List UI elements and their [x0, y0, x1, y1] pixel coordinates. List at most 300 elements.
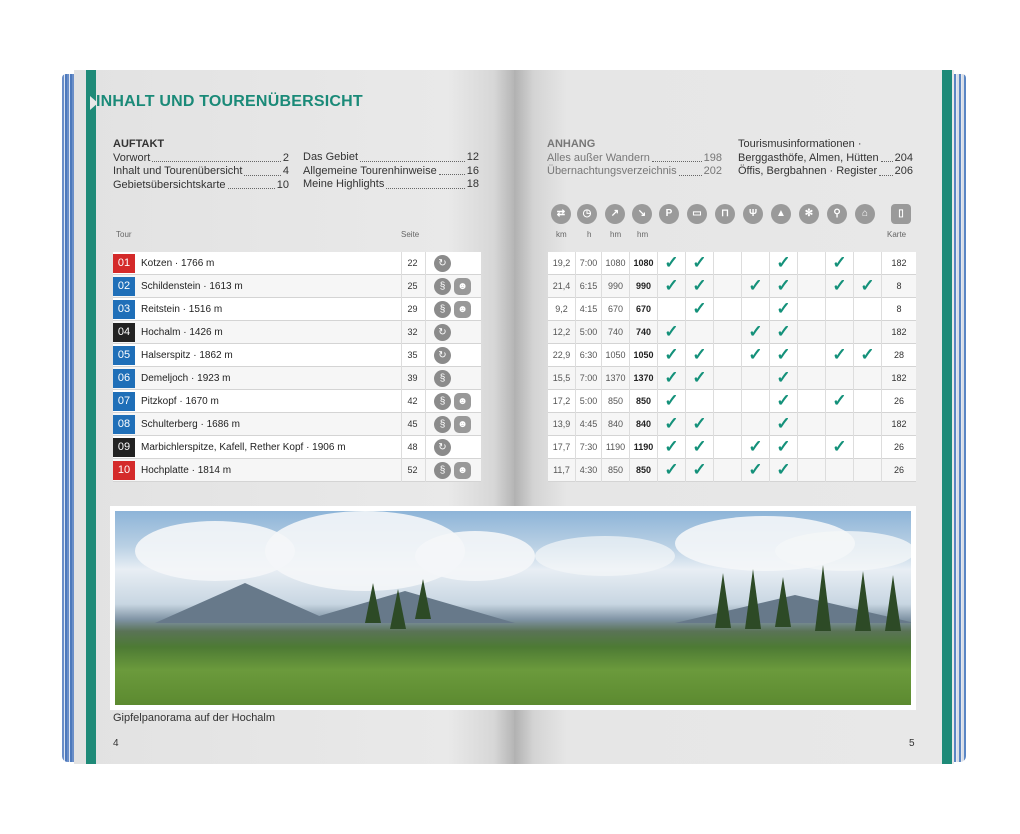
checkmark-icon: ✓	[664, 391, 679, 410]
tour-hours: 6:30	[575, 344, 601, 367]
page-number-right: 5	[909, 738, 915, 749]
tour-hours: 7:00	[575, 252, 601, 275]
feature-cell	[853, 321, 881, 344]
tour-number-badge: 04	[113, 323, 135, 342]
toc-label: Übernachtungsverzeichnis	[547, 165, 677, 177]
checkmark-icon: ✓	[860, 276, 875, 295]
tour-table-left	[113, 252, 481, 482]
tour-descent: 850	[629, 459, 657, 482]
tour-km: 13,9	[552, 419, 571, 429]
tour-page: 45	[401, 413, 423, 436]
checkmark-icon: ✓	[776, 276, 791, 295]
anhang-section	[547, 138, 722, 179]
tour-page: 42	[401, 390, 423, 413]
tour-icons	[425, 367, 481, 390]
summit-icon: ▲	[771, 204, 791, 224]
cablecar-icon: ⊓	[715, 204, 735, 224]
tour-descent: 740	[629, 321, 657, 344]
feature-cell	[685, 390, 713, 413]
tour-ascent: 1080	[601, 252, 629, 275]
feature-cell	[825, 275, 853, 298]
feature-cell	[713, 321, 741, 344]
tour-icons	[425, 275, 481, 298]
feature-cell	[685, 413, 713, 436]
one-way-route-icon: §	[434, 370, 451, 387]
toc-label: Inhalt und Tourenübersicht	[113, 165, 243, 177]
tour-descent: 990	[629, 275, 657, 298]
feature-cell	[825, 344, 853, 367]
tour-icons	[425, 390, 481, 413]
toc-label: Alles außer Wandern	[547, 151, 650, 164]
toc-label: Berggasthöfe, Almen, Hütten	[738, 151, 879, 164]
feature-cell	[657, 390, 685, 413]
feature-cell	[853, 459, 881, 482]
family-bear-icon: ☻	[454, 278, 471, 295]
tour-descent: 1050	[629, 344, 657, 367]
checkmark-icon: ✓	[748, 276, 763, 295]
col-header-hm: hm	[610, 230, 622, 239]
tour-descent: 1080	[629, 252, 657, 275]
tour-page: 48	[401, 436, 423, 459]
tour-table-right	[548, 252, 916, 482]
one-way-route-icon: §	[434, 393, 451, 410]
tour-number-badge: 09	[113, 438, 135, 457]
checkmark-icon: ✓	[748, 437, 763, 456]
checkmark-icon: ✓	[776, 437, 791, 456]
table-row[interactable]	[113, 413, 481, 436]
tour-km: 12,2	[552, 327, 571, 337]
loop-route-icon: ↻	[434, 439, 451, 456]
loop-route-icon: ↻	[434, 324, 451, 341]
checkmark-icon: ✓	[664, 368, 679, 387]
tour-descent: 1190	[629, 436, 657, 459]
checkmark-icon: ✓	[692, 437, 707, 456]
table-row[interactable]	[113, 321, 481, 344]
tour-km: 17,7	[552, 442, 571, 452]
table-row[interactable]	[113, 298, 481, 321]
table-row[interactable]	[113, 367, 481, 390]
feature-cell	[713, 367, 741, 390]
tour-ascent: 740	[601, 321, 629, 344]
tour-ascent: 1370	[601, 367, 629, 390]
tour-name: Demeljoch · 1923 m	[141, 373, 231, 384]
loop-route-icon: ↻	[434, 255, 451, 272]
tour-icons	[425, 321, 481, 344]
checkmark-icon: ✓	[692, 414, 707, 433]
toc-entry[interactable]	[547, 165, 722, 179]
feature-cell	[685, 252, 713, 275]
one-way-route-icon: §	[434, 416, 451, 433]
toc-label: Allgemeine Tourenhinweise	[303, 164, 437, 177]
toc-page: 204	[894, 151, 913, 164]
feature-cell	[853, 344, 881, 367]
checkmark-icon: ✓	[664, 253, 679, 272]
tour-hours: 4:15	[575, 298, 601, 321]
table-row[interactable]	[113, 275, 481, 298]
tour-map: 182	[881, 413, 916, 436]
feature-cell	[769, 459, 797, 482]
one-way-route-icon: §	[434, 301, 451, 318]
book-edge-right	[952, 74, 966, 762]
tour-km: 21,4	[552, 281, 571, 291]
feature-cell	[853, 413, 881, 436]
tour-number-badge: 01	[113, 254, 135, 273]
checkmark-icon: ✓	[748, 345, 763, 364]
checkmark-icon: ✓	[832, 345, 847, 364]
tour-page: 32	[401, 321, 423, 344]
checkmark-icon: ✓	[860, 345, 875, 364]
tour-icons	[425, 459, 481, 482]
feature-cell	[657, 436, 685, 459]
feature-cell	[741, 413, 769, 436]
feature-cell	[797, 367, 825, 390]
table-row[interactable]	[548, 367, 916, 390]
feature-cell	[853, 298, 881, 321]
table-row[interactable]	[113, 390, 481, 413]
tour-hours: 5:00	[575, 390, 601, 413]
tour-page: 52	[401, 459, 423, 482]
lodging-icon: ⌂	[855, 204, 875, 224]
tour-hours: 6:15	[575, 275, 601, 298]
checkmark-icon: ✓	[776, 391, 791, 410]
tour-page: 35	[401, 344, 423, 367]
feature-cell	[797, 252, 825, 275]
checkmark-icon: ✓	[664, 414, 679, 433]
feature-cell	[713, 459, 741, 482]
tour-descent: 1370	[629, 367, 657, 390]
loop-route-icon: ↻	[434, 347, 451, 364]
tour-map: 28	[881, 344, 916, 367]
one-way-route-icon: §	[434, 462, 451, 479]
tour-km: 15,5	[552, 373, 571, 383]
checkmark-icon: ✓	[776, 414, 791, 433]
toc-entry[interactable]	[738, 152, 913, 166]
col-header-tour: Tour	[116, 230, 132, 239]
feature-cell	[853, 390, 881, 413]
feature-cell	[769, 390, 797, 413]
table-row[interactable]	[548, 344, 916, 367]
page-title: INHALT UND TOURENÜBERSICHT	[96, 93, 363, 110]
feature-cell	[825, 367, 853, 390]
checkmark-icon: ✓	[692, 368, 707, 387]
family-bear-icon: ☻	[454, 393, 471, 410]
ascent-icon: ↗	[605, 204, 625, 224]
tour-page: 25	[401, 275, 423, 298]
toc-label: Vorwort	[113, 151, 151, 164]
tour-icons	[425, 298, 481, 321]
descent-icon: ↘	[632, 204, 652, 224]
toc-entry[interactable]	[113, 179, 289, 193]
feature-cell	[853, 275, 881, 298]
table-row[interactable]	[113, 252, 481, 275]
checkmark-icon: ✓	[664, 322, 679, 341]
feature-cell	[797, 321, 825, 344]
col-header-karte: Karte	[887, 230, 907, 239]
tour-hours: 5:00	[575, 321, 601, 344]
toc-entry[interactable]	[547, 152, 722, 166]
feature-cell	[769, 367, 797, 390]
tour-name: Kotzen · 1766 m	[141, 258, 215, 269]
one-way-route-icon: §	[434, 278, 451, 295]
checkmark-icon: ✓	[776, 368, 791, 387]
tour-km: 17,2	[552, 396, 571, 406]
tour-hours: 7:30	[575, 436, 601, 459]
feature-cell	[769, 298, 797, 321]
checkmark-icon: ✓	[832, 391, 847, 410]
col-header-h: h	[587, 230, 592, 239]
toc-label: Tourismusinformationen ·	[738, 138, 862, 150]
panorama-image	[115, 511, 911, 705]
toc-page: 4	[282, 165, 289, 177]
feature-cell	[657, 252, 685, 275]
table-row[interactable]	[548, 252, 916, 275]
page-number-left: 4	[113, 738, 119, 749]
feature-cell	[797, 344, 825, 367]
table-row[interactable]	[548, 436, 916, 459]
checkmark-icon: ✓	[692, 253, 707, 272]
feature-cell	[741, 252, 769, 275]
teal-margin-bar-left	[86, 70, 96, 764]
feature-cell	[657, 459, 685, 482]
tour-icons	[425, 413, 481, 436]
feature-cell	[741, 436, 769, 459]
tour-map: 26	[881, 390, 916, 413]
checkmark-icon: ✓	[776, 322, 791, 341]
anhang-heading: ANHANG	[547, 138, 596, 150]
restaurant-icon: Ψ	[743, 204, 763, 224]
tour-ascent: 990	[601, 275, 629, 298]
col-header-seite: Seite	[401, 230, 420, 239]
feature-cell	[713, 436, 741, 459]
table-row[interactable]	[113, 436, 481, 459]
tour-icons	[425, 252, 481, 275]
checkmark-icon: ✓	[664, 437, 679, 456]
feature-cell	[685, 275, 713, 298]
feature-cell	[769, 321, 797, 344]
feature-cell	[825, 390, 853, 413]
parking-icon: P	[659, 204, 679, 224]
feature-cell	[741, 459, 769, 482]
tour-map: 182	[881, 367, 916, 390]
feature-cell	[657, 275, 685, 298]
tour-name: Hochplatte · 1814 m	[141, 465, 232, 476]
tour-descent: 850	[629, 390, 657, 413]
feature-cell	[825, 321, 853, 344]
table-row[interactable]	[548, 390, 916, 413]
checkmark-icon: ✓	[664, 460, 679, 479]
auftakt-section	[113, 138, 289, 192]
toc-page: 206	[894, 165, 913, 177]
tour-map: 8	[881, 298, 916, 321]
checkmark-icon: ✓	[748, 322, 763, 341]
tour-icons	[425, 344, 481, 367]
feature-cell	[797, 298, 825, 321]
feature-cell	[657, 413, 685, 436]
toc-page: 2	[282, 151, 289, 164]
feature-cell	[713, 344, 741, 367]
feature-cell	[797, 413, 825, 436]
feature-cell	[685, 459, 713, 482]
toc-entry[interactable]	[113, 165, 289, 179]
tour-name: Marbichlerspitze, Kafell, Rether Kopf · 1906 m	[141, 442, 346, 453]
feature-cell	[769, 252, 797, 275]
feature-cell	[853, 252, 881, 275]
tour-number-badge: 10	[113, 461, 135, 480]
tour-hours: 7:00	[575, 367, 601, 390]
feature-cell	[769, 436, 797, 459]
checkmark-icon: ✓	[832, 253, 847, 272]
tour-ascent: 840	[601, 413, 629, 436]
toc-entry[interactable]	[303, 151, 479, 165]
toc-label: Öffis, Bergbahnen · Register	[738, 165, 878, 177]
bus-icon: ▭	[687, 204, 707, 224]
tour-number-badge: 06	[113, 369, 135, 388]
tour-hours: 4:30	[575, 459, 601, 482]
tour-number-badge: 03	[113, 300, 135, 319]
table-row[interactable]	[548, 321, 916, 344]
photo-caption: Gipfelpanorama auf der Hochalm	[113, 712, 276, 724]
tour-km: 19,2	[552, 258, 571, 268]
feature-cell	[685, 298, 713, 321]
feature-cell	[713, 252, 741, 275]
checkmark-icon: ✓	[776, 460, 791, 479]
auftakt-heading: AUFTAKT	[113, 138, 165, 150]
feature-cell	[685, 436, 713, 459]
toc-label: Gebietsübersichtskarte	[113, 178, 226, 191]
feature-cell	[713, 298, 741, 321]
toc-entry[interactable]	[303, 165, 479, 179]
tour-map: 8	[881, 275, 916, 298]
tour-hours: 4:45	[575, 413, 601, 436]
feature-cell	[825, 413, 853, 436]
feature-cell	[685, 321, 713, 344]
feature-cell	[741, 344, 769, 367]
feature-cell	[657, 344, 685, 367]
checkmark-icon: ✓	[692, 299, 707, 318]
toc-entry[interactable]	[113, 152, 289, 166]
tour-number-badge: 02	[113, 277, 135, 296]
feature-cell	[713, 413, 741, 436]
bike-icon: ⚲	[827, 204, 847, 224]
tour-map: 26	[881, 459, 916, 482]
panorama-photo	[110, 506, 916, 710]
family-bear-icon: ☻	[454, 462, 471, 479]
feature-cell	[657, 298, 685, 321]
tour-name: Reitstein · 1516 m	[141, 304, 223, 315]
col-header-hm2: hm	[637, 230, 649, 239]
feature-cell	[825, 436, 853, 459]
feature-cell	[741, 390, 769, 413]
signpost-icon: ⇄	[551, 204, 571, 224]
checkmark-icon: ✓	[776, 345, 791, 364]
tour-ascent: 850	[601, 390, 629, 413]
feature-cell	[741, 321, 769, 344]
tour-map: 26	[881, 436, 916, 459]
feature-cell	[713, 390, 741, 413]
toc-entry[interactable]	[303, 178, 479, 192]
toc-label: Das Gebiet	[303, 151, 359, 163]
toc-page: 12	[466, 151, 479, 163]
header-icons	[548, 204, 916, 226]
feature-cell	[741, 298, 769, 321]
tour-km: 22,9	[552, 350, 571, 360]
checkmark-icon: ✓	[692, 460, 707, 479]
tour-name: Schildenstein · 1613 m	[141, 281, 243, 292]
tour-km: 11,7	[553, 465, 570, 475]
tour-page: 39	[401, 367, 423, 390]
tour-ascent: 1050	[601, 344, 629, 367]
tour-name: Hochalm · 1426 m	[141, 327, 223, 338]
clock-icon: ◷	[577, 204, 597, 224]
tour-number-badge: 05	[113, 346, 135, 365]
feature-cell	[769, 275, 797, 298]
checkmark-icon: ✓	[748, 460, 763, 479]
tour-descent: 840	[629, 413, 657, 436]
feature-cell	[769, 413, 797, 436]
feature-cell	[797, 459, 825, 482]
tour-icons	[425, 436, 481, 459]
checkmark-icon: ✓	[664, 345, 679, 364]
feature-cell	[825, 298, 853, 321]
tour-map: 182	[881, 252, 916, 275]
feature-cell	[797, 275, 825, 298]
feature-cell	[741, 275, 769, 298]
checkmark-icon: ✓	[664, 276, 679, 295]
teal-margin-bar-right	[942, 70, 952, 764]
checkmark-icon: ✓	[692, 345, 707, 364]
auftakt-col2	[303, 151, 479, 192]
col-header-km: km	[556, 230, 567, 239]
feature-cell	[657, 321, 685, 344]
tour-page: 22	[401, 252, 423, 275]
anhang-col2	[738, 138, 913, 179]
tour-name: Pitzkopf · 1670 m	[141, 396, 219, 407]
feature-cell	[685, 344, 713, 367]
checkmark-icon: ✓	[832, 437, 847, 456]
toc-page: 16	[466, 164, 479, 177]
toc-page: 202	[703, 165, 722, 177]
tour-name: Schulterberg · 1686 m	[141, 419, 240, 430]
feature-cell	[797, 436, 825, 459]
tour-page: 29	[401, 298, 423, 321]
family-bear-icon: ☻	[454, 416, 471, 433]
table-row[interactable]	[548, 275, 916, 298]
feature-cell	[853, 436, 881, 459]
tour-ascent: 850	[601, 459, 629, 482]
table-row[interactable]	[548, 298, 916, 321]
tour-descent: 670	[629, 298, 657, 321]
tour-name: Halserspitz · 1862 m	[141, 350, 233, 361]
feature-cell	[825, 252, 853, 275]
toc-page: 198	[703, 151, 722, 164]
toc-page: 10	[276, 178, 289, 191]
table-row[interactable]	[113, 459, 481, 482]
map-icon: ▯	[891, 204, 911, 224]
checkmark-icon: ✓	[692, 276, 707, 295]
checkmark-icon: ✓	[776, 253, 791, 272]
feature-cell	[825, 459, 853, 482]
feature-cell	[713, 275, 741, 298]
tour-number-badge: 08	[113, 415, 135, 434]
table-row[interactable]	[548, 459, 916, 482]
feature-cell	[741, 367, 769, 390]
table-row[interactable]	[548, 413, 916, 436]
tour-number-badge: 07	[113, 392, 135, 411]
feature-cell	[797, 390, 825, 413]
toc-entry[interactable]	[738, 165, 913, 179]
feature-cell	[657, 367, 685, 390]
table-row[interactable]	[113, 344, 481, 367]
